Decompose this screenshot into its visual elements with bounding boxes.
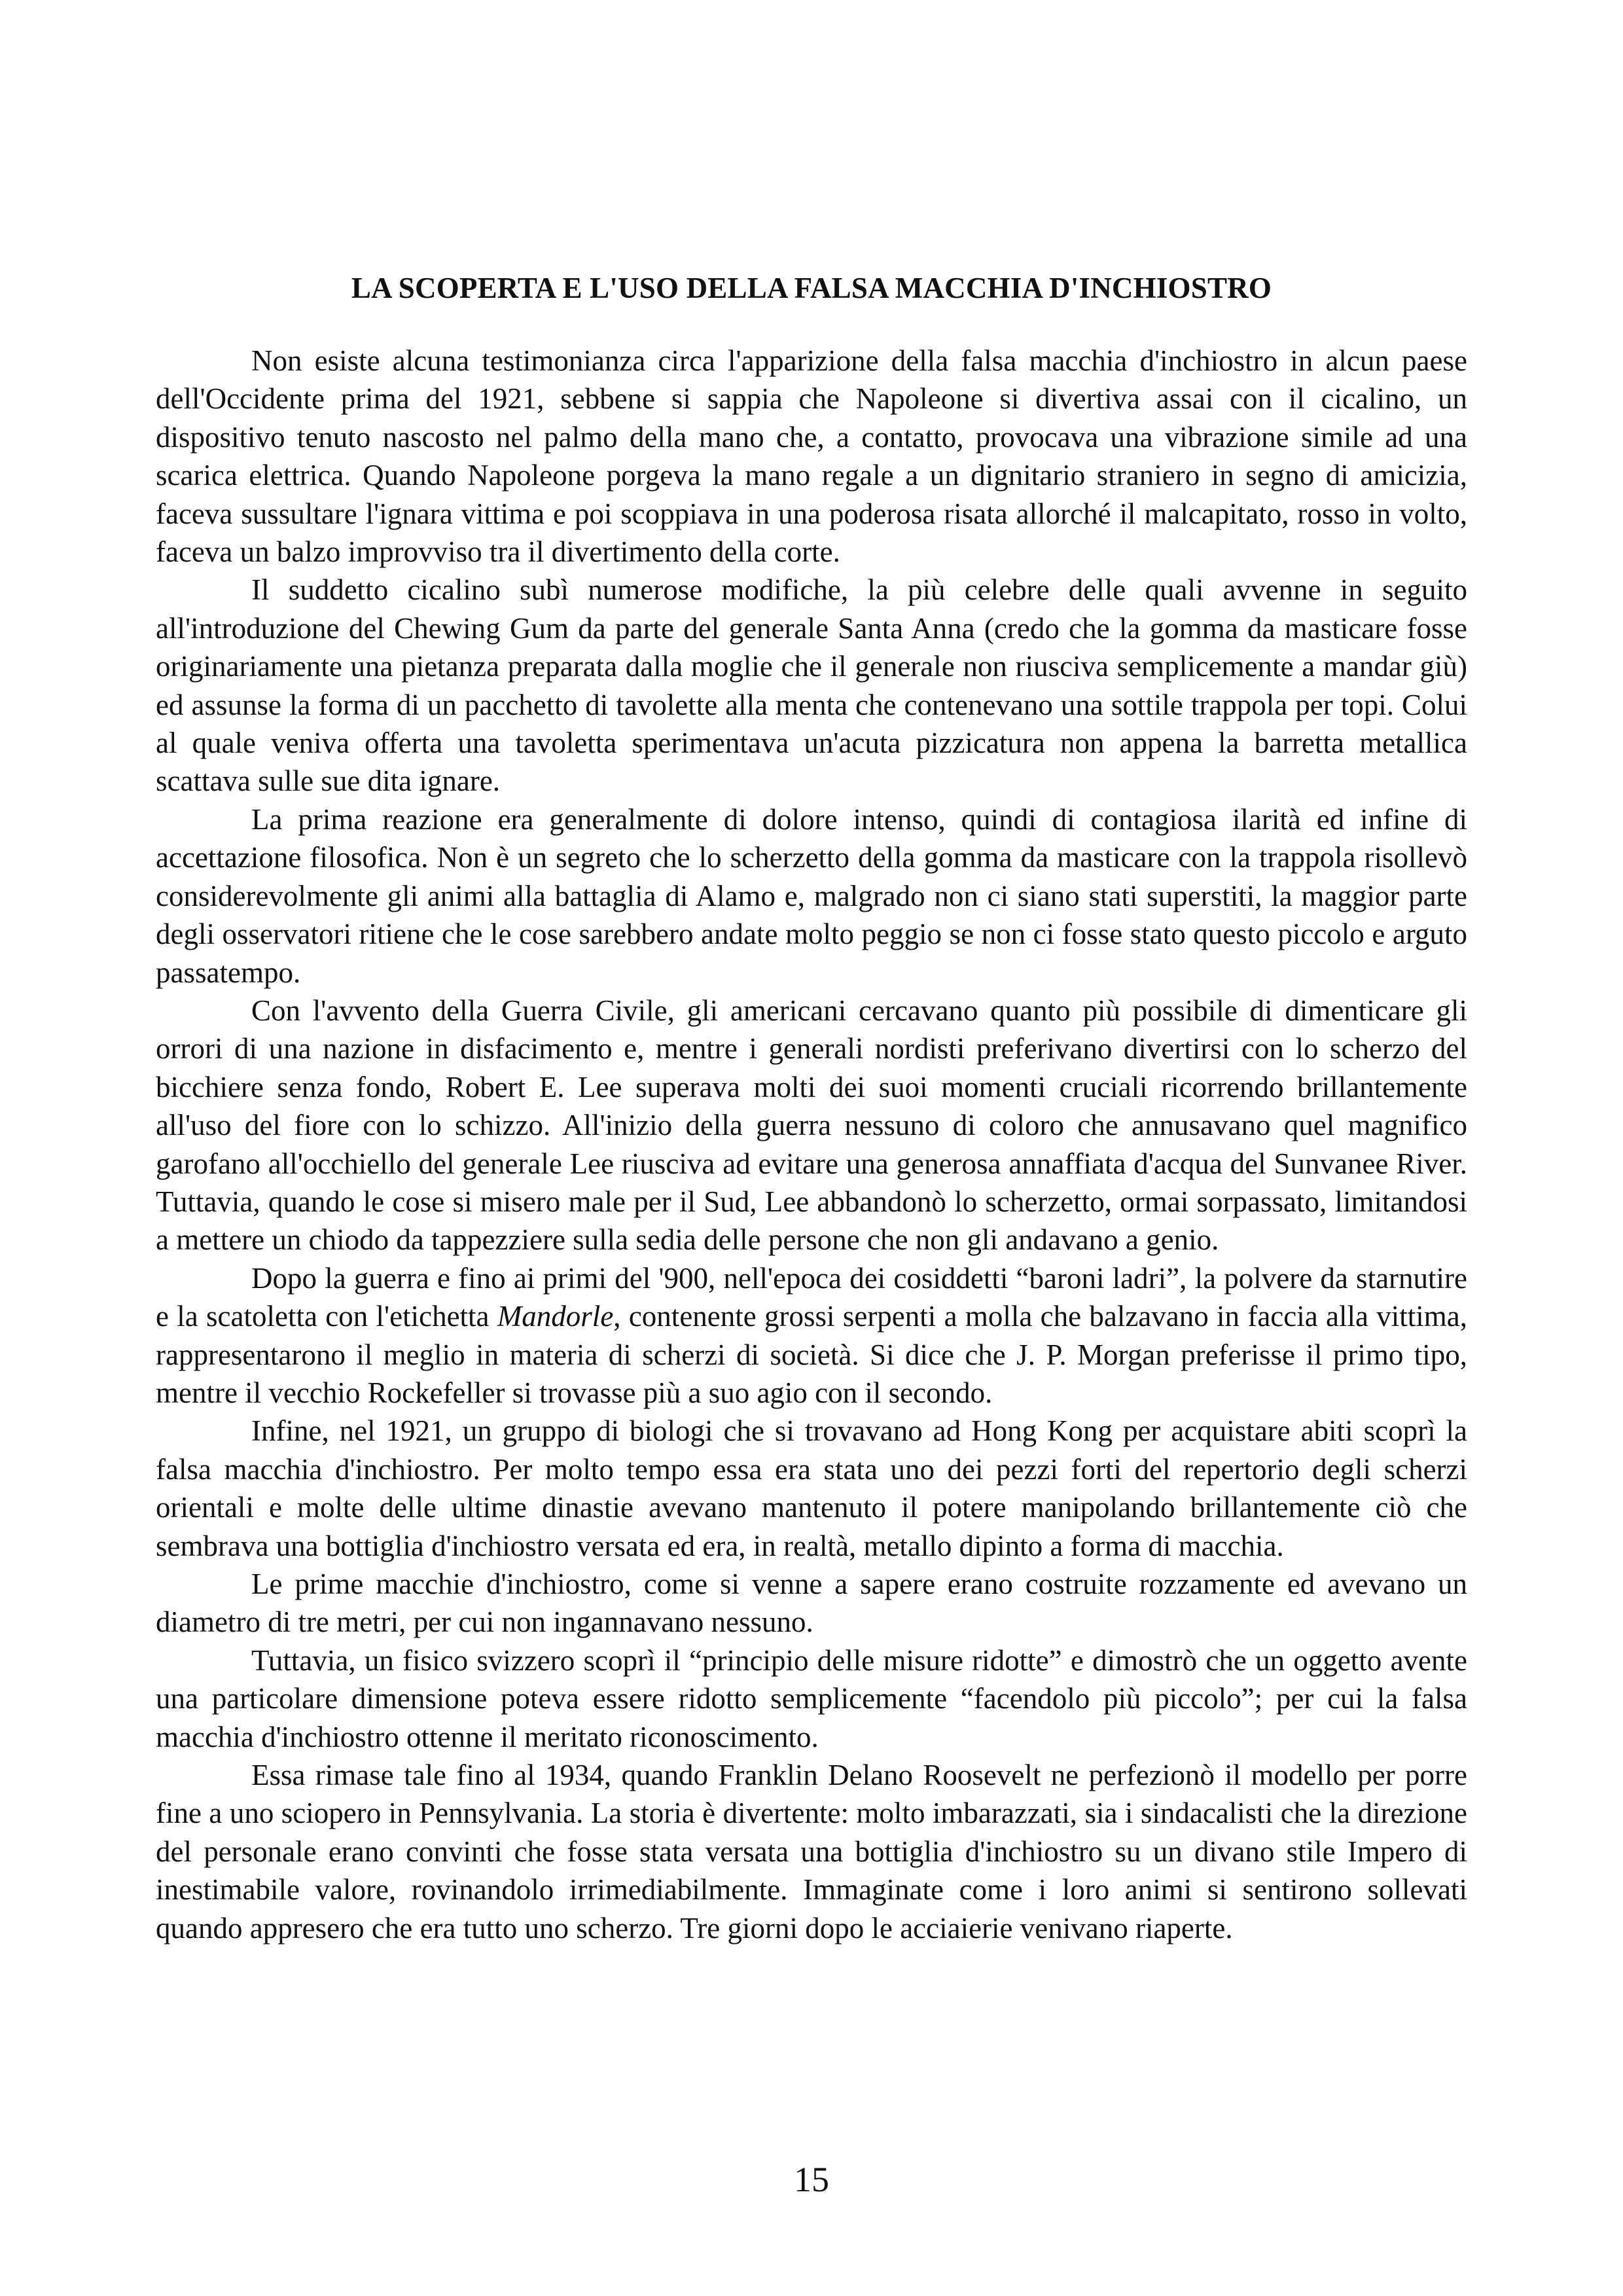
paragraph-5-text-b: , contenente grossi serpenti a molla che balzavano in faccia alla vittima, rappresentarono il meglio in materia di scherzi di società. Si dice che J. P. Morgan preferisse il primo tipo, mentre il vecchio Rockefeller si trovasse più a suo agio con il secondo. — [156, 1300, 1467, 1409]
paragraph-4-text: Con l'avvento della Guerra Civile, gli americani cercavano quanto più possibile di dimenticare gli orrori di una nazione in disfacimento e, mentre i generali nordisti preferivano divertirsi con lo scherzo del bicchiere senza fondo, Robert E. Lee superava molti dei suoi momenti cruciali ricorrendo brillantemente all'uso del fiore con lo schizzo. All'inizio della guerra nessuno di coloro che annusavano quel magnifico garofano all'occhiello del generale Lee riusciva ad evitare una generosa annaffiata d'acqua del Sunvanee River. Tuttavia, quando le cose si misero male per il Sud, Lee abbandonò lo scherzetto, ormai sorpassato, limitandosi a mettere un chiodo da tappezziere sulla sedia delle persone che non gli andavano a genio. — [156, 994, 1467, 1257]
paragraph-3 — [156, 800, 1467, 992]
paragraph-5-text-a: Dopo la guerra e fino ai primi del '900, nell'epoca dei cosiddetti “baroni ladri”, la polvere da starnutire e la scatoletta con l'etichetta — [156, 1261, 1467, 1333]
paragraph-1 — [156, 342, 1467, 571]
paragraph-6 — [156, 1412, 1467, 1565]
page-title: LA SCOPERTA E L'USO DELLA FALSA MACCHIA D'INCHIOSTRO — [351, 272, 1272, 304]
paragraph-7-text: Le prime macchie d'inchiostro, come si venne a sapere erano costruite rozzamente ed avevano un diametro di tre metri, per cui non ingannavano nessuno. — [156, 1568, 1467, 1639]
paragraph-5-italic-label: Mandorle — [497, 1300, 614, 1333]
paragraph-3-text: La prima reazione era generalmente di dolore intenso, quindi di contagiosa ilarità ed infine di accettazione filosofica. Non è un segreto che lo scherzetto della gomma da masticare con la trappola risollevò considerevolmente gli animi alla battaglia di Alamo e, malgrado non ci siano stati superstiti, la maggior parte degli osservatori ritiene che le cose sarebbero andate molto peggio se non ci fosse stato questo piccolo e arguto passatempo. — [156, 802, 1467, 989]
paragraph-9 — [156, 1756, 1467, 1947]
paragraph-6-text: Infine, nel 1921, un gruppo di biologi che si trovavano ad Hong Kong per acquistare abiti scoprì la falsa macchia d'inchiostro. Per molto tempo essa era stata uno dei pezzi forti del repertorio degli scherzi orientali e molte delle ultime dinastie avevano mantenuto il potere manipolando brillantemente ciò che sembrava una bottiglia d'inchiostro versata ed era, in realtà, metallo dipinto a forma di macchia. — [156, 1414, 1467, 1562]
page-number: 15 — [794, 2160, 829, 2199]
paragraph-8 — [156, 1641, 1467, 1756]
paragraph-5 — [156, 1259, 1467, 1412]
paragraph-7 — [156, 1565, 1467, 1641]
body-text — [156, 342, 1467, 1947]
paragraph-8-text: Tuttavia, un fisico svizzero scoprì il “principio delle misure ridotte” e dimostrò che un oggetto avente una particolare dimensione poteva essere ridotto semplicemente “facendolo più piccolo”; per cui la falsa macchia d'inchiostro ottenne il meritato riconoscimento. — [156, 1643, 1467, 1753]
paragraph-2 — [156, 571, 1467, 800]
paragraph-4 — [156, 992, 1467, 1259]
paragraph-1-text: Non esiste alcuna testimonianza circa l'apparizione della falsa macchia d'inchiostro in alcun paese dell'Occidente prima del 1921, sebbene si sappia che Napoleone si divertiva assai con il cicalino, un dispositivo tenuto nascosto nel palmo della mano che, a contatto, provocava una vibrazione simile ad una scarica elettrica. Quando Napoleone porgeva la mano regale a un dignitario straniero in segno di amicizia, faceva sussultare l'ignara vittima e poi scoppiava in una poderosa risata allorché il malcapitato, rosso in volto, faceva un balzo improvviso tra il divertimento della corte. — [156, 344, 1467, 569]
paragraph-9-text: Essa rimase tale fino al 1934, quando Franklin Delano Roosevelt ne perfezionò il modello per porre fine a uno sciopero in Pennsylvania. La storia è divertente: molto imbarazzati, sia i sindacalisti che la direzione del personale erano convinti che fosse stata versata una bottiglia d'inchiostro su un divano stile Impero di inestimabile valore, rovinandolo irrimediabilmente. Immaginate come i loro animi si sentirono sollevati quando appresero che era tutto uno scherzo. Tre giorni dopo le acciaierie venivano riaperte. — [156, 1759, 1467, 1945]
paragraph-2-text: Il suddetto cicalino subì numerose modifiche, la più celebre delle quali avvenne in seguito all'introduzione del Chewing Gum da parte del generale Santa Anna (credo che la gomma da masticare fosse originariamente una pietanza preparata dalla moglie che il generale non riusciva semplicemente a mandar giù) ed assunse la forma di un pacchetto di tavolette alla menta che contenevano una sottile trappola per topi. Colui al quale veniva offerta una tavoletta sperimentava un'acuta pizzicatura non appena la barretta metallica scattava sulle sue dita ignare. — [156, 573, 1467, 798]
